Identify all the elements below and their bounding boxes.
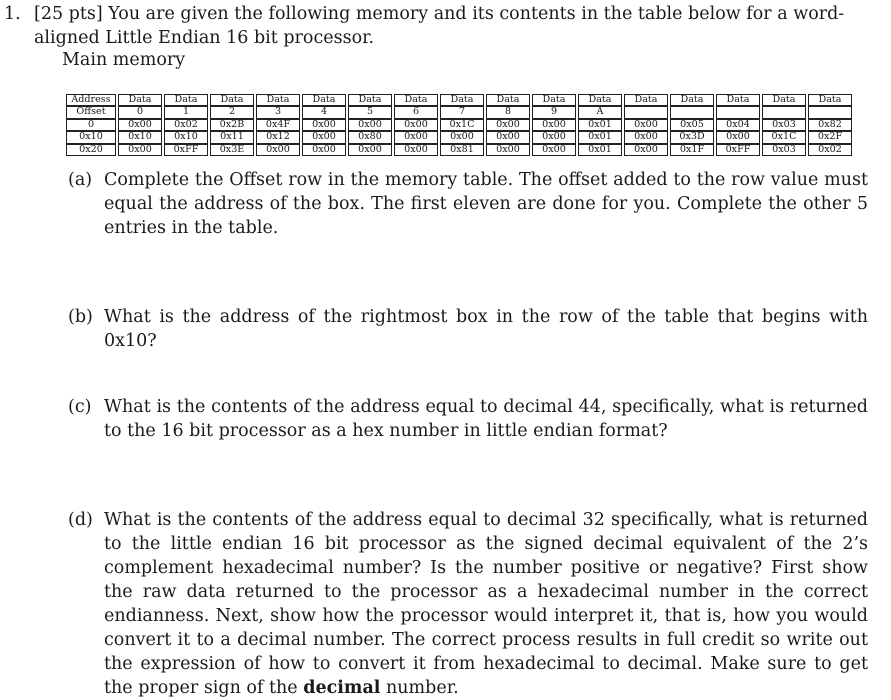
- part-d-label: (d): [68, 510, 93, 530]
- memory-cell: 0x00: [302, 119, 346, 131]
- memory-cell: 0x00: [440, 131, 484, 143]
- memory-row-label: Offset: [66, 106, 116, 118]
- memory-row-label: Address: [66, 94, 116, 106]
- memory-cell: 0x3E: [210, 144, 254, 156]
- memory-cell: 0x1F: [670, 144, 714, 156]
- memory-cell: 0x00: [118, 144, 162, 156]
- memory-cell: 9: [532, 106, 576, 118]
- memory-cell: Data: [716, 94, 760, 106]
- memory-cell: Data: [164, 94, 208, 106]
- memory-cell: 0x02: [808, 144, 852, 156]
- memory-cell: Data: [394, 94, 438, 106]
- memory-cell: Data: [302, 94, 346, 106]
- memory-cell: 5: [348, 106, 392, 118]
- memory-cell: 0x00: [302, 131, 346, 143]
- memory-cell: [762, 106, 806, 118]
- part-b-label: (b): [68, 307, 93, 327]
- memory-cell: Data: [532, 94, 576, 106]
- part-d: [68, 508, 868, 700]
- memory-cell: 0x1C: [762, 131, 806, 143]
- memory-cell: 0x2F: [808, 131, 852, 143]
- memory-cell: 0x04: [716, 119, 760, 131]
- memory-cell: 0x01: [578, 144, 622, 156]
- memory-table-header-row: [66, 94, 852, 106]
- memory-cell: 0x00: [486, 144, 530, 156]
- memory-cell: 4: [302, 106, 346, 118]
- memory-cell: 0x01: [578, 119, 622, 131]
- memory-table-row-0-row: [66, 119, 852, 131]
- part-a-label: (a): [68, 170, 93, 190]
- memory-cell: 0x00: [394, 119, 438, 131]
- memory-cell: 0x00: [624, 144, 668, 156]
- memory-cell: Data: [670, 94, 714, 106]
- memory-cell: 0x10: [118, 131, 162, 143]
- part-a-text: Complete the Offset row in the memory table. The offset added to the row value must equal the address of the box. The first eleven are done for you. Complete the other 5 entries in the table.: [104, 170, 868, 238]
- memory-cell: Data: [440, 94, 484, 106]
- part-d-bold: decimal: [303, 678, 381, 698]
- memory-cell: 0x00: [486, 119, 530, 131]
- memory-cell: 0: [118, 106, 162, 118]
- memory-cell: 6: [394, 106, 438, 118]
- memory-row-label: 0: [66, 119, 116, 131]
- memory-cell: 0x00: [532, 144, 576, 156]
- memory-cell: [670, 106, 714, 118]
- memory-table: [64, 94, 854, 156]
- memory-cell: 0x00: [118, 119, 162, 131]
- memory-cell: 0x00: [624, 131, 668, 143]
- memory-cell: 0x00: [256, 144, 300, 156]
- memory-cell: 3: [256, 106, 300, 118]
- part-c-text: What is the contents of the address equal to decimal 44, specifically, what is returned to the 16 bit processor as a hex number in little endian format?: [104, 397, 868, 441]
- part-c: [68, 395, 868, 443]
- memory-cell: Data: [486, 94, 530, 106]
- memory-cell: 8: [486, 106, 530, 118]
- memory-cell: 0x00: [348, 144, 392, 156]
- memory-cell: 0x00: [486, 131, 530, 143]
- memory-cell: 7: [440, 106, 484, 118]
- memory-cell: 0x03: [762, 144, 806, 156]
- memory-cell: [808, 106, 852, 118]
- memory-cell: 0x00: [624, 119, 668, 131]
- memory-cell: 2: [210, 106, 254, 118]
- part-b: [68, 305, 868, 353]
- memory-cell: 1: [164, 106, 208, 118]
- memory-cell: 0x11: [210, 131, 254, 143]
- memory-cell: 0x00: [716, 131, 760, 143]
- part-d-end: number.: [380, 678, 459, 698]
- memory-cell: 0x00: [348, 119, 392, 131]
- memory-cell: 0xFF: [164, 144, 208, 156]
- memory-table-row-1-row: [66, 131, 852, 143]
- memory-cell: Data: [808, 94, 852, 106]
- memory-cell: Data: [348, 94, 392, 106]
- memory-cell: 0x1C: [440, 119, 484, 131]
- memory-cell: 0x80: [348, 131, 392, 143]
- memory-cell: 0x12: [256, 131, 300, 143]
- memory-cell: Data: [762, 94, 806, 106]
- part-a: [68, 168, 868, 240]
- part-c-label: (c): [68, 397, 92, 417]
- part-d-text: [104, 508, 868, 700]
- memory-cell: 0x00: [532, 119, 576, 131]
- memory-cell: 0x2B: [210, 119, 254, 131]
- memory-cell: 0x01: [578, 131, 622, 143]
- memory-cell: Data: [118, 94, 162, 106]
- memory-cell: 0x00: [394, 131, 438, 143]
- memory-cell: 0x02: [164, 119, 208, 131]
- memory-cell: 0xFF: [716, 144, 760, 156]
- question-text: [25 pts] You are given the following memory and its contents in the table below for a word-aligned Little Endian 16 bit processor.: [34, 4, 845, 48]
- memory-cell: 0x10: [164, 131, 208, 143]
- memory-cell: Data: [210, 94, 254, 106]
- memory-cell: 0x05: [670, 119, 714, 131]
- memory-table-row-2-row: [66, 144, 852, 156]
- memory-cell: Data: [256, 94, 300, 106]
- memory-cell: A: [578, 106, 622, 118]
- memory-cell: 0x81: [440, 144, 484, 156]
- part-d-main: What is the contents of the address equal to decimal 32 specifically, what is returned to the little endian 16 bit processor as the signed decimal equivalent of the 2’s complement hexadecimal number? Is the number positive or negative? First show the raw data returned to the processor as a hexadecimal number in the correct endianness. Next, show how the processor would interpret it, that is, how you would convert it to a decimal number. The correct process results in full credit so write out the expression of how to convert it from hexadecimal to decimal. Make sure to get the proper sign of the: [104, 510, 868, 698]
- memory-cell: [624, 106, 668, 118]
- memory-cell: 0x00: [394, 144, 438, 156]
- section-label: Main memory: [62, 50, 186, 70]
- question-number: 1.: [4, 4, 21, 24]
- memory-cell: 0x3D: [670, 131, 714, 143]
- memory-cell: [716, 106, 760, 118]
- question-header: [4, 2, 876, 50]
- memory-cell: Data: [624, 94, 668, 106]
- memory-cell: 0x00: [532, 131, 576, 143]
- memory-cell: 0x00: [302, 144, 346, 156]
- memory-table-offset-row: [66, 106, 852, 118]
- memory-cell: 0x82: [808, 119, 852, 131]
- memory-cell: Data: [578, 94, 622, 106]
- memory-row-label: 0x10: [66, 131, 116, 143]
- memory-row-label: 0x20: [66, 144, 116, 156]
- memory-cell: 0x03: [762, 119, 806, 131]
- part-b-text: What is the address of the rightmost box in the row of the table that begins with 0x10?: [104, 307, 868, 351]
- memory-cell: 0x4F: [256, 119, 300, 131]
